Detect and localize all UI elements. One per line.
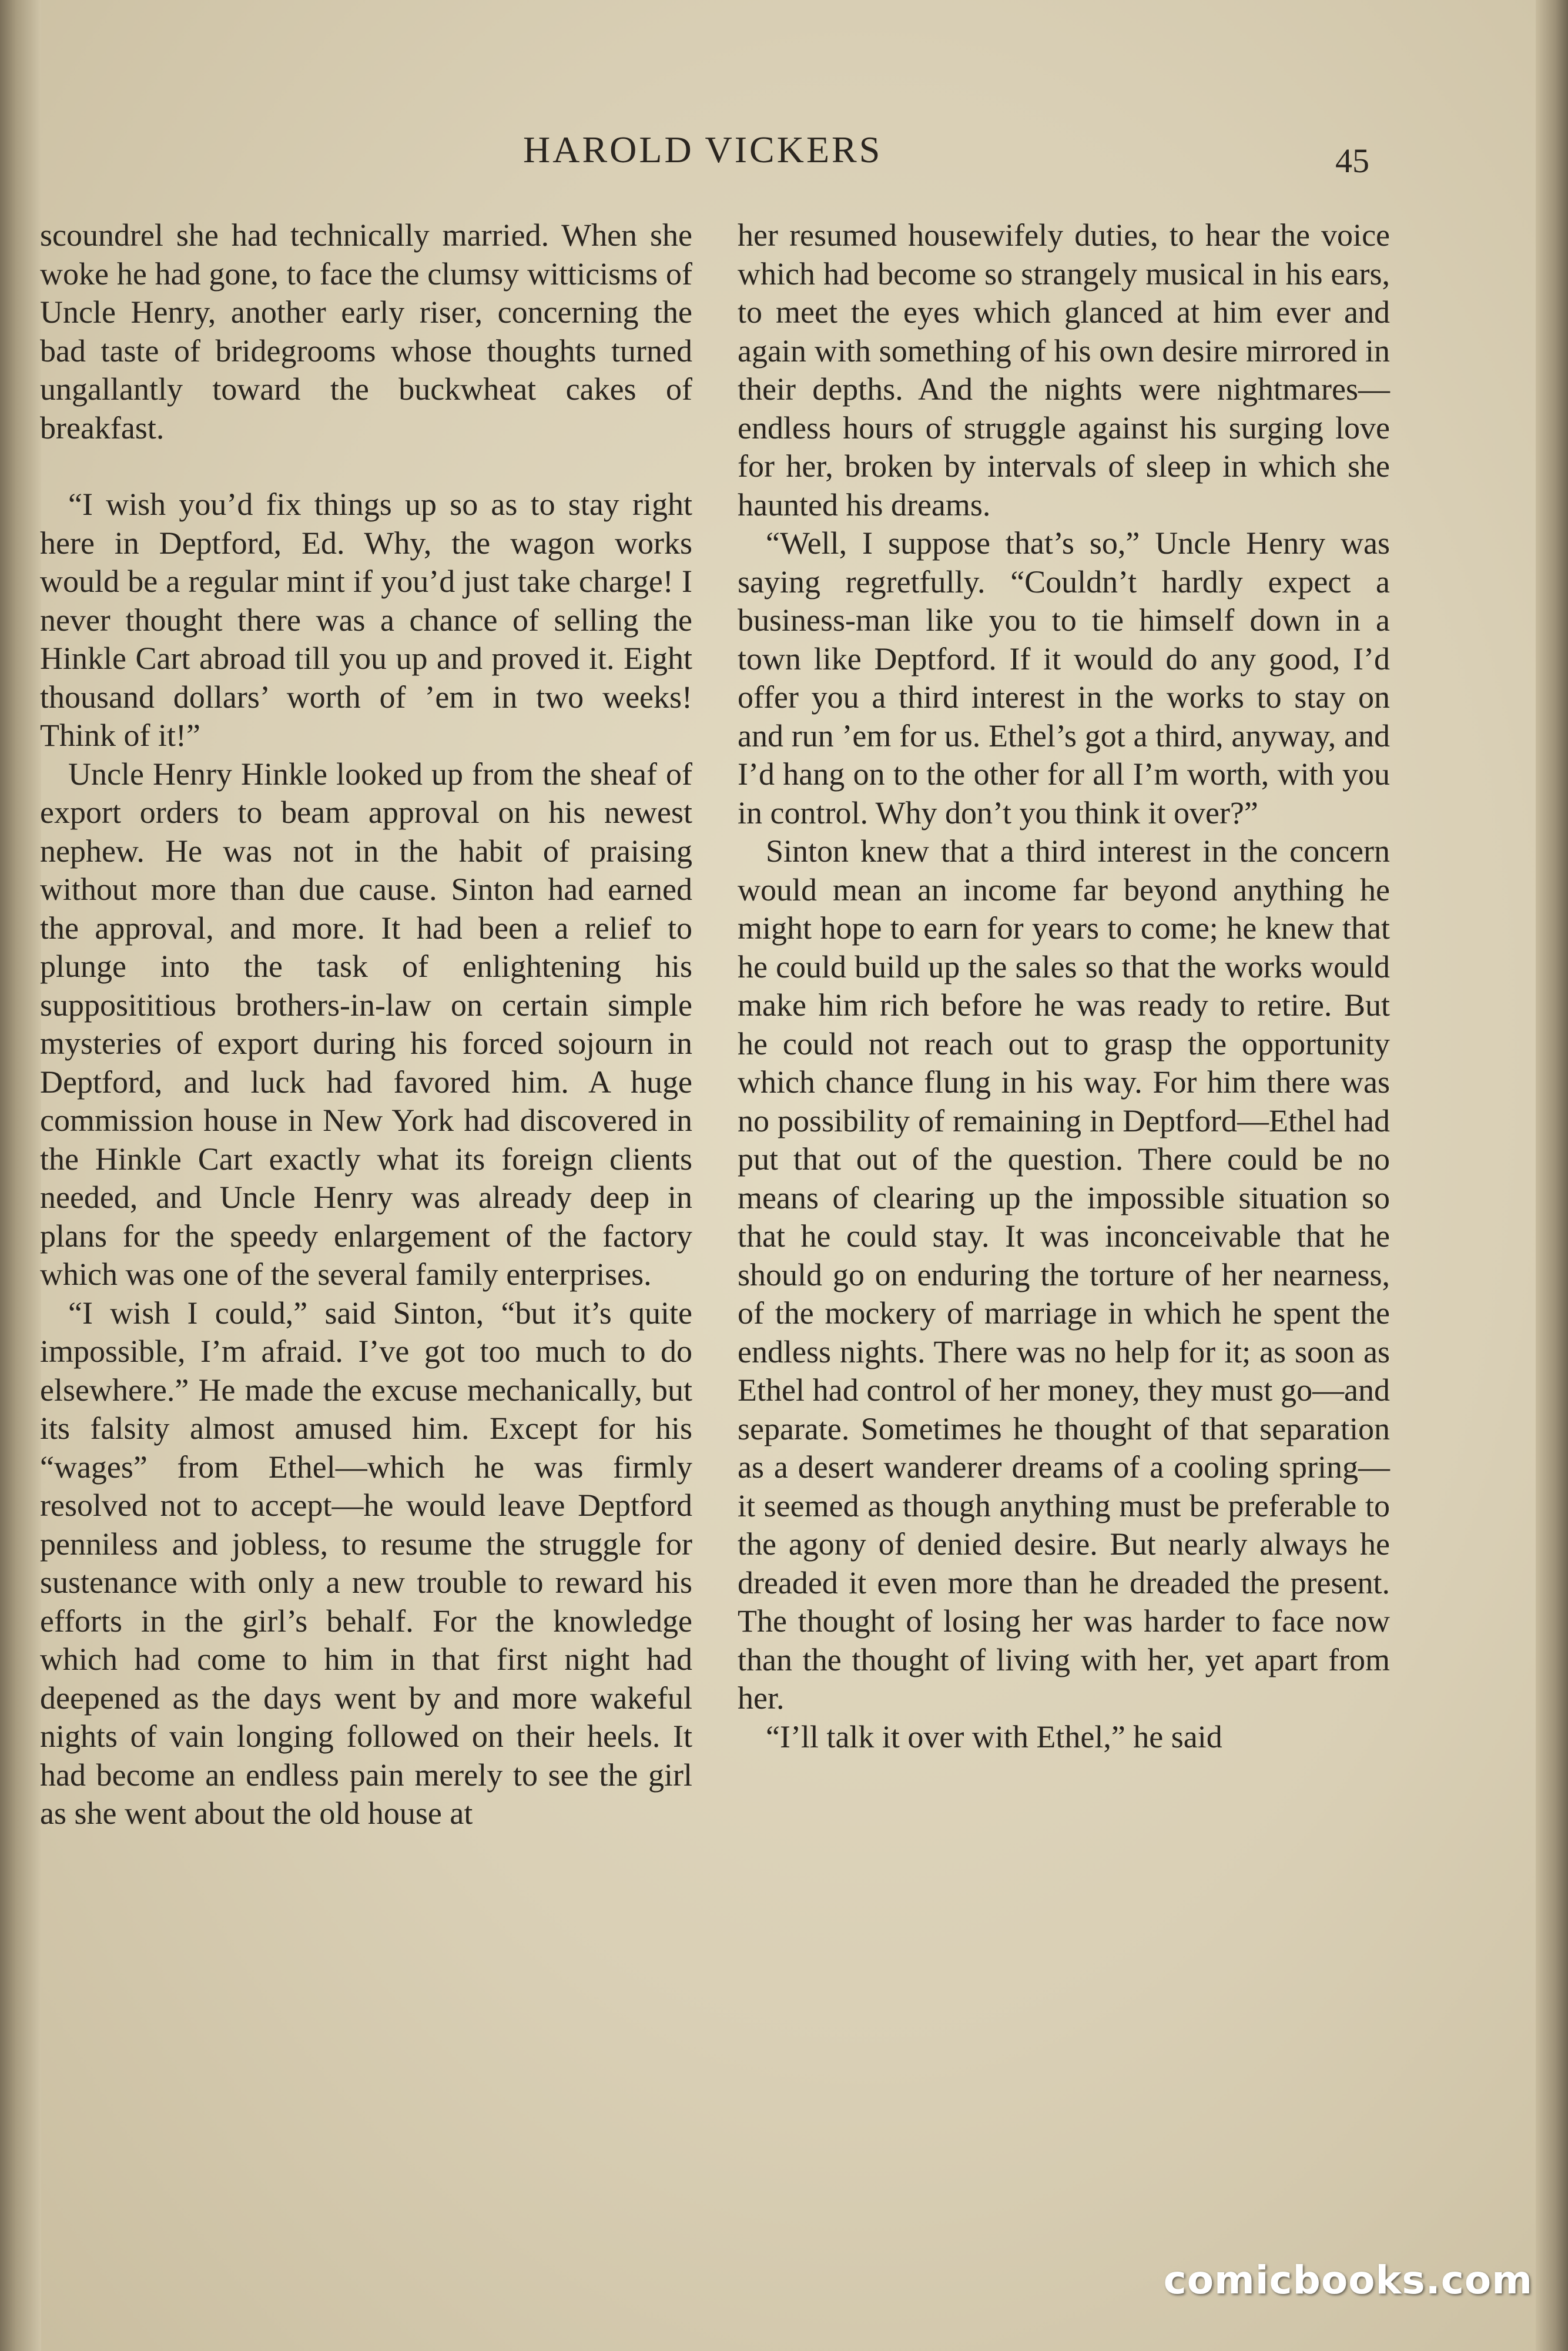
paragraph: “I wish you’d fix things up so as to stay right here in Deptford, Ed. Why, the wagon works would be a regular mint if you’d just take charge! I never thought there was a chance of selling the Hinkle Cart abroad till you up and proved it. Eight thousand dollars’ worth of ’em in two weeks! Think of it!” xyxy=(40,487,692,753)
paragraph: her resumed housewifely duties, to hear the voice which had become so strangely musical in his ears, to meet the eyes which glanced at him ever and again with something of his own desire mirrored in their depths. And the nights were nightmares—endless hours of struggle against his surging love for her, broken by intervals of sleep in which she haunted his dreams. xyxy=(738,217,1390,523)
paragraph: scoundrel she had technically married. When she woke he had gone, to face the clumsy witticisms of Uncle Henry, another early riser, concerning the bad taste of bridegrooms whose thoughts turned ungallantly toward the buckwheat cakes of breakfast. xyxy=(40,217,692,446)
paragraph: “I’ll talk it over with Ethel,” he said xyxy=(766,1719,1222,1754)
right-column xyxy=(738,216,1390,1756)
page-number: 45 xyxy=(1335,142,1369,180)
left-column xyxy=(40,216,692,1833)
page-spine-shadow xyxy=(0,0,41,2351)
paragraph: “Well, I suppose that’s so,” Uncle Henry was saying regretfully. “Couldn’t hardly expect a business-man like you to tie himself down in a town like Deptford. If it would do any good, I’d offer you a third interest in the works to stay on and run ’em for us. Ethel’s got a third, anyway, and I’d hang on to the other for all I’m worth, with you in control. Why don’t you think it over?” xyxy=(738,525,1390,830)
paragraph: “I wish I could,” said Sinton, “but it’s quite impossible, I’m afraid. I’ve got too much to do elsewhere.” He made the excuse mechanically, but its falsity almost amused him. Except for his “wages” from Ethel—which he was firmly resolved not to accept—he would leave Deptford penniless and jobless, to resume the struggle for sustenance with only a new trouble to reward his efforts in the girl’s behalf. For the knowledge which had come to him in that first night had deepened as the days went by and more wakeful nights of vain longing followed on their heels. It had become an endless pain merely to see the girl as she went about the old house at xyxy=(40,1295,692,1831)
paragraph: Sinton knew that a third interest in the concern would mean an income far beyond anything he might hope to earn for years to come; he knew that he could build up the sales so that the works would make him rich before he was ready to retire. But he could not reach out to grasp the opportunity which chance flung in his way. For him there was no possibility of remaining in Deptford—Ethel had put that out of the question. There could be no means of clearing up the impossible situation so that he could stay. It was inconceivable that he should go on enduring the torture of her nearness, of the mockery of marriage in which he spent the endless nights. There was no help for it; as soon as Ethel had control of her money, they must go—and separate. Sometimes he thought of that separation as a desert wanderer dreams of a cooling spring—it seemed as though anything must be preferable to the agony of denied desire. But nearly always he dreaded it even more than he dreaded the present. The thought of losing her was harder to face now than the thought of living with her, yet apart from her. xyxy=(738,833,1390,1716)
watermark: comicbooks.com xyxy=(1163,2258,1533,2303)
page-edge-shadow xyxy=(1536,0,1568,2351)
running-head: HAROLD VICKERS xyxy=(523,129,883,170)
paragraph: Uncle Henry Hinkle looked up from the sheaf of export orders to beam approval on his newest nephew. He was not in the habit of praising without more than due cause. Sinton had earned the approval, and more. It had been a relief to plunge into the task of enlightening his supposititious brothers-in-law on certain simple mysteries of export during his forced sojourn in Deptford, and luck had favored him. A huge commission house in New York had discovered in the Hinkle Cart exactly what its foreign clients needed, and Uncle Henry was already deep in plans for the speedy enlargement of the factory which was one of the several family enterprises. xyxy=(40,756,692,1292)
